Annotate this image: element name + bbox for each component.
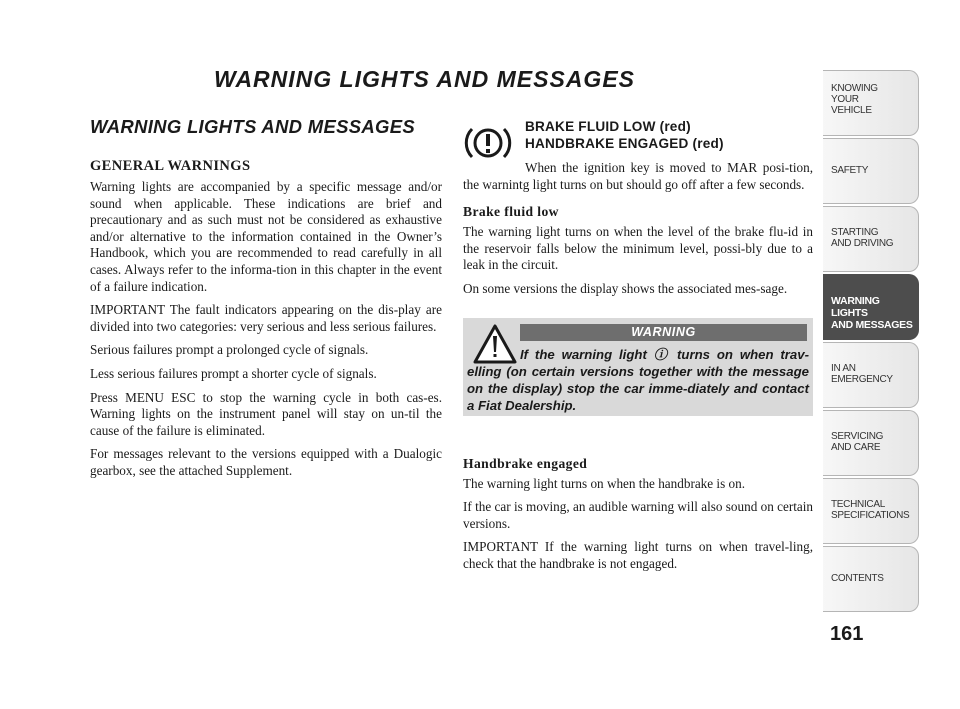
paragraph: Less serious failures prompt a shorter cycle of signals. [90,365,377,381]
handbrake-title: HANDBRAKE ENGAGED (red) [525,136,724,151]
brake-fluid-title: BRAKE FLUID LOW (red) [525,119,691,134]
warning-label: WARNING [520,324,807,341]
tab-contents[interactable]: CONTENTS [823,546,919,612]
tab-servicing-and-care[interactable]: SERVICING AND CARE [823,410,919,476]
brake-fluid-heading: Brake fluid low [463,204,559,220]
warning-text-content: If the warning light ⓘ turns on when trav-elling (on certain versions together with the message on the display) stop the car imme-diately and contact a Fiat Dealership. [467,346,809,413]
paragraph: On some versions the display shows the associated mes-sage. [463,280,788,296]
paragraph: IMPORTANT The fault indicators appearing on the dis-play are divided into two categories: very serious and less serious failures. [90,302,442,334]
paragraph: For messages relevant to the versions equipped with a Dualogic gearbox, see the attached Supplement. [90,446,442,478]
paragraph: Press MENU ESC to stop the warning cycle in both cas-es. Warning lights on the instrument panel will stay on un-til the cause of the failure is eliminated. [90,389,442,438]
tab-knowing-your-vehicle[interactable]: KNOWING YOUR VEHICLE [823,70,919,136]
tab-starting-and-driving[interactable]: STARTING AND DRIVING [823,206,919,272]
paragraph: The warning light turns on when the handbrake is on. [463,475,746,491]
general-warnings-heading: GENERAL WARNINGS [90,158,251,174]
brake-intro: When the ignition key is moved to MAR posi-tion, the warnintg light turns on but should go off after a few seconds. [463,160,813,192]
tab-in-an-emergency[interactable]: IN AN EMERGENCY [823,342,919,408]
paragraph: Warning lights are accompanied by a specific message and/or sound when applicable. These indications are brief and precautionary and as such must not be considered as exhaustive and/or alternative to the information contained in the Owner’s Handbook, which you are recommended to read carefully in all cases. Always refer to the informa-tion in this chapter in the event of a failure indication. [90,179,442,294]
brake-warning-icon [463,118,513,168]
left-column [90,116,442,487]
paragraph: Serious failures prompt a prolonged cycle of signals. [90,342,369,358]
brake-header [463,118,813,176]
paragraph: If the car is moving, an audible warning will also sound on certain versions. [463,499,813,531]
warning-box [463,318,813,416]
page-title: WARNING LIGHTS AND MESSAGES [214,66,635,92]
chapter-tabs [823,70,919,614]
paragraph: IMPORTANT If the warning light turns on when travel-ling, check that the handbrake is not engaged. [463,539,813,571]
tab-technical-specifications[interactable]: TECHNICAL SPECIFICATIONS [823,478,919,544]
paragraph: The warning light turns on when the level of the brake flu-id in the reservoir falls below the minimum level, possi-bly due to a leak in the circuit. [463,224,813,273]
brake-titles [525,118,815,152]
right-column [463,118,813,580]
tab-warning-lights-and-messages[interactable]: WARNING LIGHTS AND MESSAGES [823,274,919,340]
page-number: 161 [830,623,864,645]
section-heading: WARNING LIGHTS AND MESSAGES [90,116,416,137]
warning-text [467,346,809,414]
handbrake-heading: Handbrake engaged [463,455,588,471]
tab-safety[interactable]: SAFETY [823,138,919,204]
